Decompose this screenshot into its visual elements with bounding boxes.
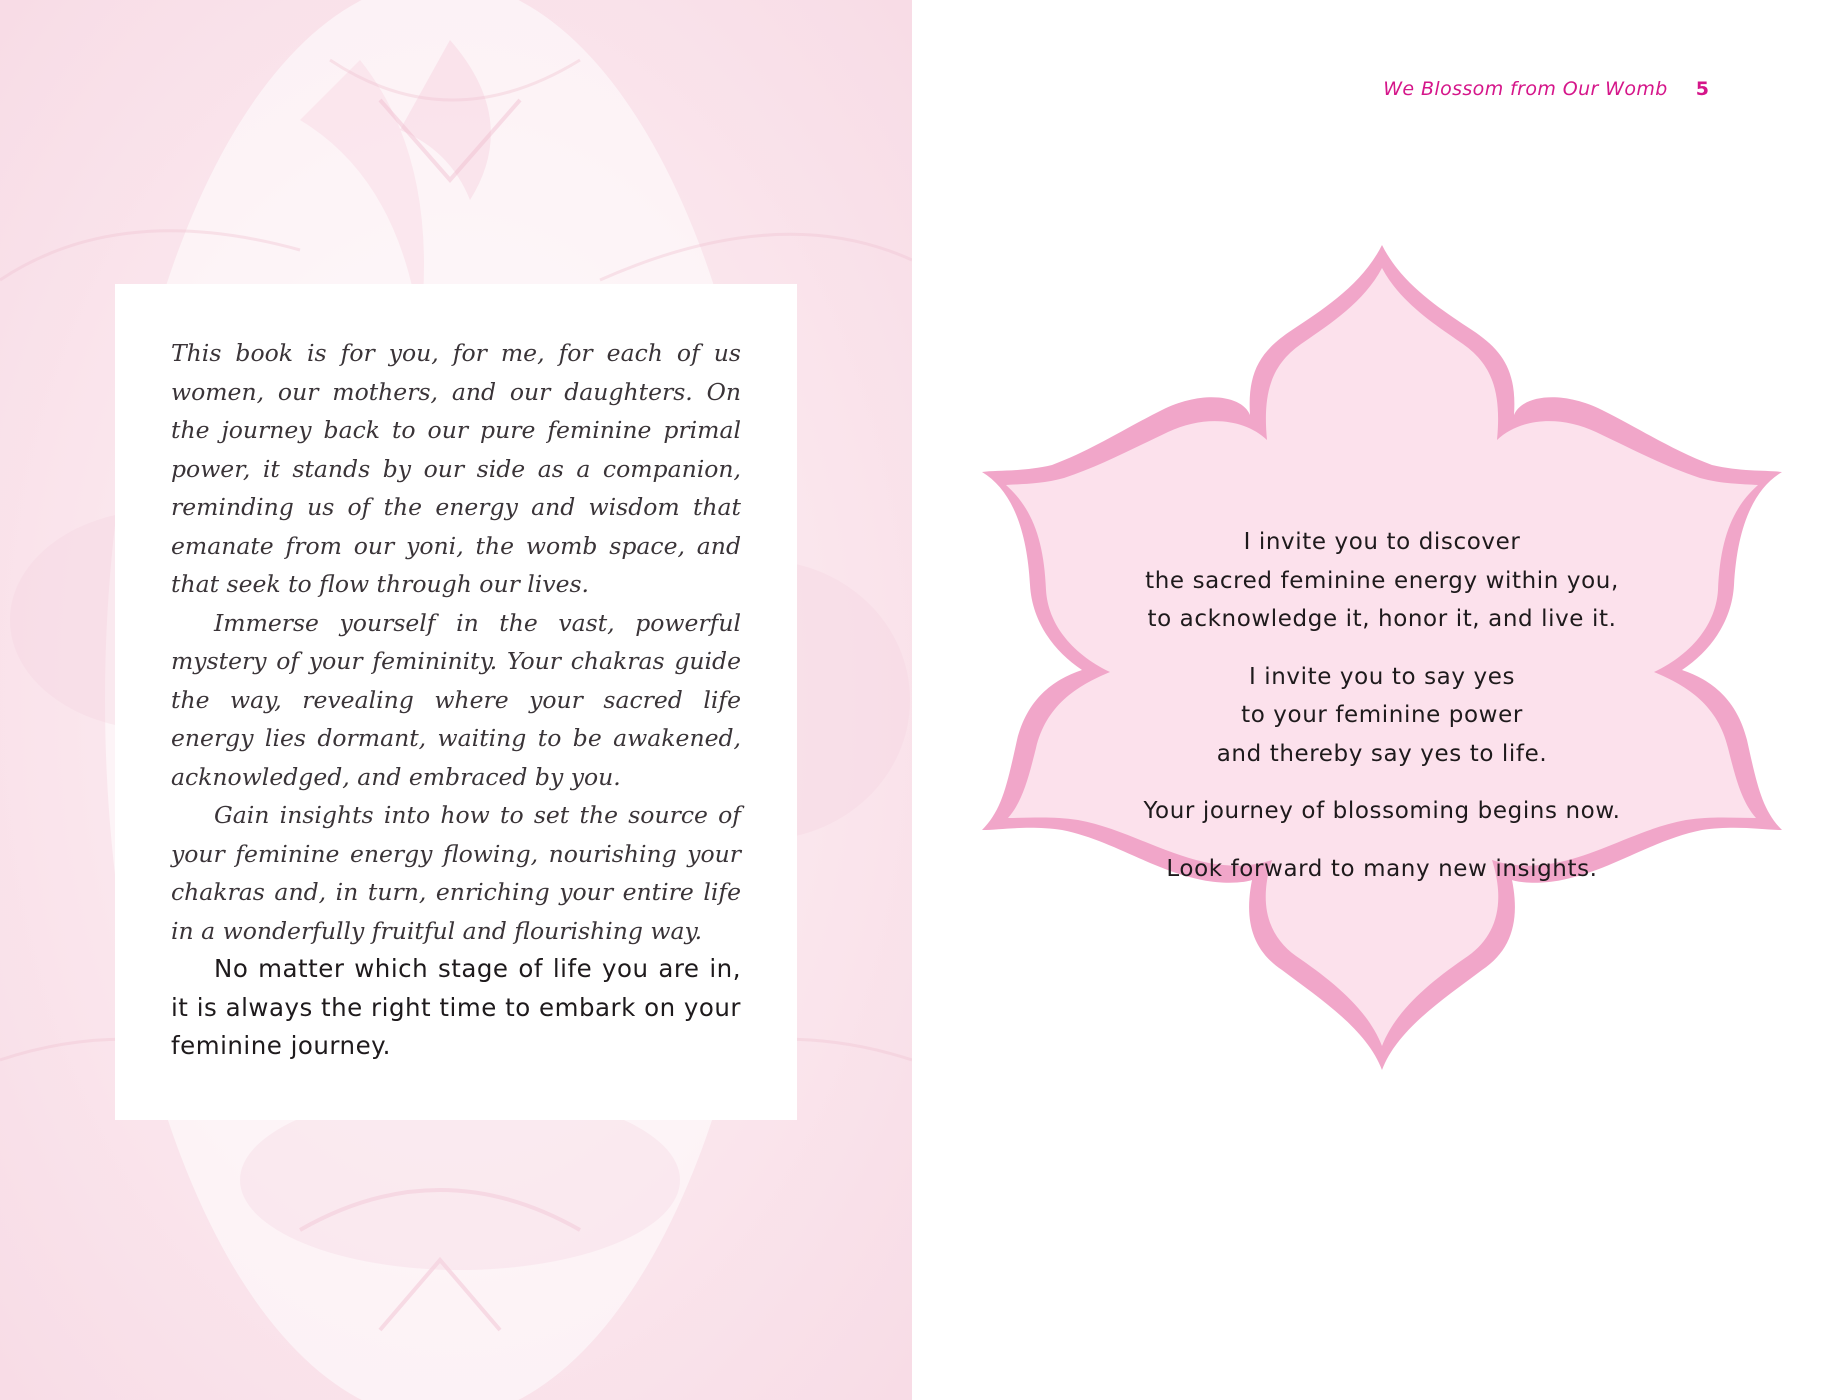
invitation-line: to your feminine power (1241, 702, 1523, 728)
invitation-line: I invite you to discover (1243, 529, 1521, 555)
invitation-line: and thereby say yes to life. (1216, 740, 1548, 767)
paragraph-4-emphasis: No matter which stage of life you are in, it is always the right time to embark on your feminine journey. (171, 954, 741, 1060)
invitation-line: I invite you to say yes (1248, 663, 1516, 690)
flower-invitation-text (1082, 523, 1682, 888)
journey-line: Your journey of blossoming begins now. (1143, 798, 1621, 824)
invitation-line: the sacred feminine energy within you, (1145, 567, 1619, 594)
insights-line: Look forward to many new insights. (1166, 855, 1598, 882)
lotus-flower-frame (982, 240, 1782, 1160)
running-head (1383, 74, 1709, 104)
page-number: 5 (1695, 78, 1709, 100)
running-title: We Blossom from Our Womb (1383, 78, 1668, 100)
right-page (912, 0, 1824, 1400)
invitation-line: to acknowledge it, honor it, and live it. (1147, 606, 1617, 632)
paragraph-2: Immerse yourself in the vast, powerful mystery of your femininity. Your chakras guide the way, revealing where your sacred life energy lies dormant, waiting to be awakened, acknowledged, and embraced by you. (171, 608, 741, 791)
paragraph-1: This book is for you, for me, for each of us women, our mothers, and our daughters. On the journey back to our pure feminine primal power, it stands by our side as a companion, reminding us of the energy and wisdom that emanate from our yoni, the womb space, and that seek to flow through our lives. (171, 339, 741, 598)
paragraph-3: Gain insights into how to set the source of your feminine energy flowing, nourishing your chakras and, in turn, enriching your entire life in a wonderfully fruitful and flourishing way. (171, 801, 741, 945)
body-text-panel (115, 284, 797, 1120)
